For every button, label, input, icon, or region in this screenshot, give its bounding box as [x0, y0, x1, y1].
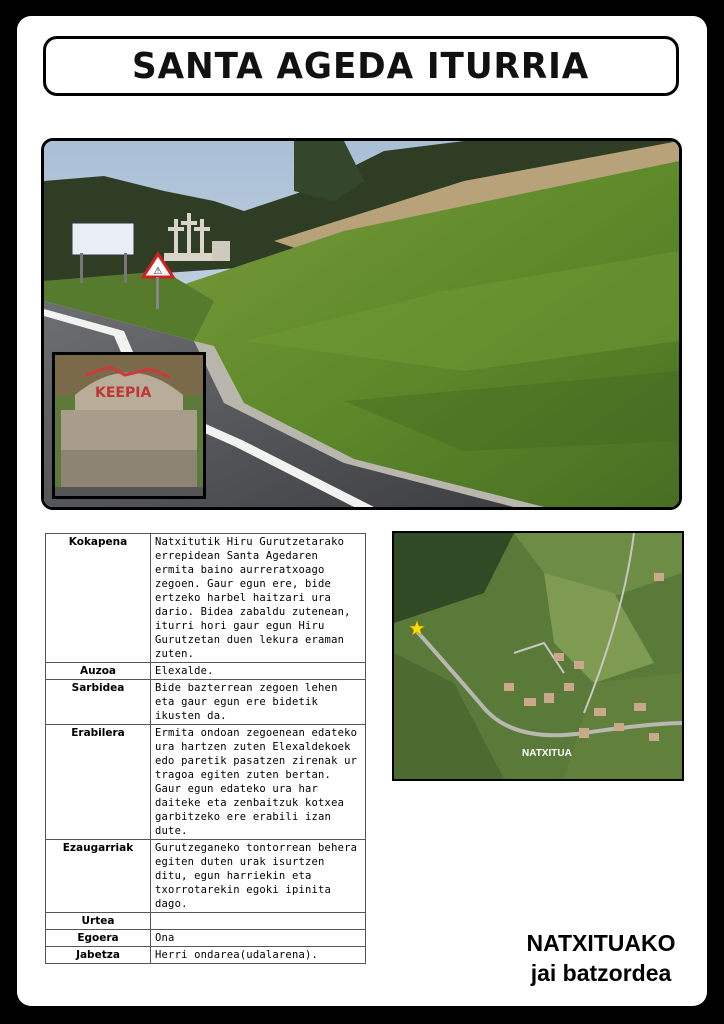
footer-org	[511, 928, 691, 988]
row-value	[151, 913, 366, 930]
row-value: Gurutzeganeko tontorrean behera egiten duten urak isurtzen ditu, egun harriekin eta txorrotarekin egoki ipinita dago.	[151, 840, 366, 913]
location-star-icon: ★	[408, 616, 426, 640]
row-key: Erabilera	[46, 725, 151, 840]
info-table	[45, 533, 366, 964]
row-key: Kokapena	[46, 534, 151, 663]
row-key: Sarbidea	[46, 680, 151, 725]
row-key: Urtea	[46, 913, 151, 930]
aerial-map	[392, 531, 684, 781]
row-value: Natxitutik Hiru Gurutzetarako errepidean Santa Agedaren ermita baino aurreratxoago zegoen. Gaur egun ere, bide ertzeko harbel haitzari ura dario. Bidea zabaldu zutenean, iturri hori gaur egun Hiru Gurutzetan duen lekura eraman zuten.	[151, 534, 366, 663]
table-row	[46, 913, 366, 930]
row-value: Ona	[151, 930, 366, 947]
table-row	[46, 840, 366, 913]
row-key: Egoera	[46, 930, 151, 947]
page-title: SANTA AGEDA ITURRIA	[132, 45, 590, 87]
footer-line-2: jai batzordea	[530, 960, 672, 986]
row-key: Auzoa	[46, 663, 151, 680]
main-photo	[41, 138, 682, 510]
row-key: Ezaugarriak	[46, 840, 151, 913]
table-row	[46, 534, 366, 663]
map-label: NATXITUA	[522, 748, 572, 759]
table-row	[46, 947, 366, 964]
aerial-map-image	[394, 533, 682, 779]
fountain-inset-photo	[52, 352, 206, 499]
warning-sign-icon: ⚠	[153, 266, 163, 277]
table-row	[46, 663, 366, 680]
fountain-stone-image	[55, 355, 203, 496]
row-value: Bide bazterrean zegoen lehen eta gaur egun ere bidetik ikusten da.	[151, 680, 366, 725]
row-key: Jabetza	[46, 947, 151, 964]
page-sheet	[17, 16, 707, 1006]
footer-line-1: NATXITUAKO	[526, 930, 676, 956]
row-value: Herri ondarea(udalarena).	[151, 947, 366, 964]
row-value: Elexalde.	[151, 663, 366, 680]
table-row	[46, 930, 366, 947]
row-value: Ermita ondoan zegoenean edateko ura hartzen zuten Elexaldekoek edo paretik pasatzen zirenak ur tragoa egiten zuten bertan. Gaur egun edateko ura har daiteke eta zenbaitzuk kotxea garbitzeko ere erabili izan dute.	[151, 725, 366, 840]
table-row	[46, 725, 366, 840]
table-row	[46, 680, 366, 725]
title-box	[43, 36, 679, 96]
graffiti-text: KEEPIA	[95, 385, 152, 401]
